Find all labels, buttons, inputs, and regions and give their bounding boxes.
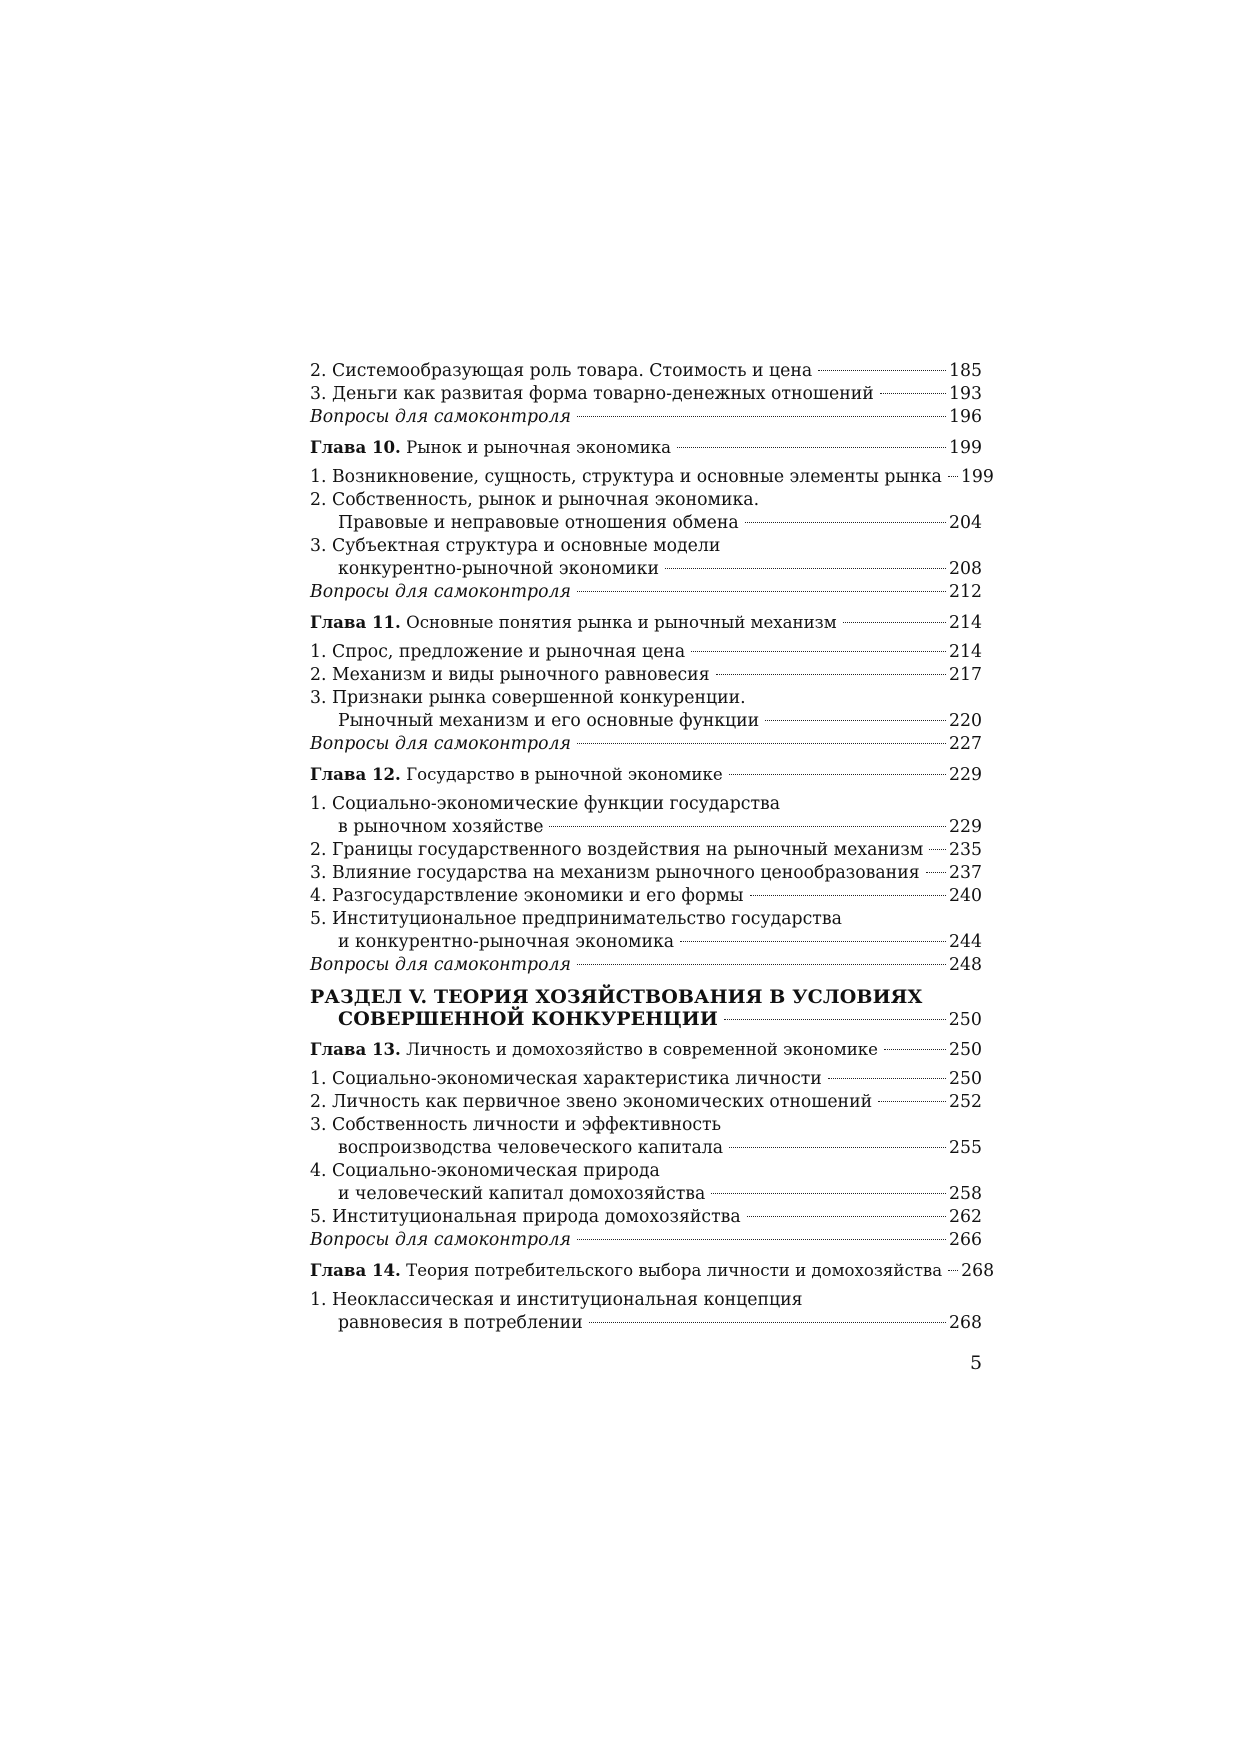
toc-page-number: 214 — [949, 642, 982, 662]
dot-leader — [818, 370, 946, 371]
toc-entry-line — [310, 1312, 982, 1335]
toc-entry-item[interactable] — [310, 466, 994, 489]
toc-entry-line — [310, 862, 982, 885]
toc-page-number: 240 — [949, 886, 982, 906]
toc-entry-line — [310, 581, 982, 604]
toc-entry-line — [310, 1160, 982, 1183]
toc-page-number: 217 — [949, 665, 982, 685]
toc-entry-title: 2. Личность как первичное звено экономических отношений — [310, 1092, 873, 1112]
toc-entry-line — [310, 406, 982, 429]
toc-entry-chapter[interactable] — [310, 436, 982, 460]
toc-entry-title: 2. Границы государственного воздействия на рыночный механизм — [310, 840, 924, 860]
toc-entry-title: Теория потребительского выбора личности и домохозяйства — [406, 1261, 943, 1280]
dot-leader — [680, 941, 946, 942]
toc-entry-title: 3. Влияние государства на механизм рыночного ценообразования — [310, 863, 920, 883]
toc-entry-line — [310, 1206, 982, 1229]
dot-leader — [549, 826, 946, 827]
toc-page-number: 250 — [949, 1040, 982, 1060]
dot-leader — [765, 720, 946, 721]
toc-page-number: 268 — [961, 1261, 995, 1281]
toc-page-number: 196 — [949, 407, 982, 427]
toc-entry-title: СОВЕРШЕННОЙ КОНКУРЕНЦИИ — [338, 1008, 718, 1030]
dot-leader — [711, 1193, 946, 1194]
toc-entry-questions[interactable] — [310, 733, 982, 756]
toc-entry-line — [310, 1137, 982, 1160]
dot-leader — [745, 522, 946, 523]
dot-leader — [577, 964, 946, 965]
toc-entry-title: равновесия в потреблении — [338, 1313, 583, 1333]
toc-entry-title: 3. Субъектная структура и основные модели — [310, 536, 721, 556]
toc-entry-line — [310, 954, 982, 977]
toc-page-number: 250 — [949, 1069, 982, 1089]
toc-entry-title: конкурентно-рыночной экономики — [338, 559, 660, 579]
toc-page — [310, 360, 995, 1335]
toc-page-number: 268 — [949, 1313, 982, 1333]
toc-entry-line — [310, 664, 982, 687]
toc-entry-title: 1. Социально-экономические функции государства — [310, 794, 781, 814]
toc-entry-title: 4. Социально-экономическая природа — [310, 1161, 660, 1181]
toc-entry-item[interactable] — [310, 535, 982, 581]
toc-entry-line — [310, 1008, 982, 1031]
toc-entry-chapter[interactable] — [310, 611, 982, 635]
dot-leader — [729, 1147, 946, 1148]
toc-entry-line — [310, 710, 982, 733]
toc-entry-line — [310, 558, 982, 581]
toc-entry-title: Вопросы для самоконтроля — [310, 734, 571, 754]
toc-entry-title: 3. Признаки рынка совершенной конкуренции. — [310, 688, 746, 708]
toc-entry-title: 3. Собственность личности и эффективность — [310, 1115, 722, 1135]
table-of-contents — [310, 360, 995, 1335]
toc-entry-line — [310, 436, 982, 460]
dot-leader — [884, 1049, 946, 1050]
toc-page-number: 229 — [949, 817, 982, 837]
toc-entry-line — [310, 512, 982, 535]
toc-page-number: 250 — [948, 1010, 982, 1030]
toc-entry-title: и человеческий капитал домохозяйства — [338, 1184, 706, 1204]
toc-entry-line — [310, 466, 994, 489]
toc-entry-questions[interactable] — [310, 954, 982, 977]
toc-entry-item[interactable] — [310, 489, 982, 535]
toc-entry-item[interactable] — [310, 383, 982, 406]
dot-leader — [577, 1239, 946, 1240]
chapter-number: Глава 10. — [310, 437, 401, 457]
toc-entry-line — [310, 986, 982, 1008]
dot-leader — [691, 651, 946, 652]
toc-entry-line — [310, 360, 982, 383]
toc-entry-item[interactable] — [310, 664, 982, 687]
toc-page-number: 214 — [949, 613, 982, 633]
toc-entry-item[interactable] — [310, 793, 982, 839]
toc-page-number: 266 — [949, 1230, 982, 1250]
toc-entry-title: 3. Деньги как развитая форма товарно-денежных отношений — [310, 384, 874, 404]
toc-entry-item[interactable] — [310, 641, 982, 664]
toc-entry-line — [310, 1183, 982, 1206]
toc-entry-item[interactable] — [310, 1289, 982, 1335]
toc-entry-line — [310, 908, 982, 931]
toc-entry-line — [310, 535, 982, 558]
toc-entry-chapter[interactable] — [310, 1259, 995, 1283]
toc-entry-item[interactable] — [310, 1068, 982, 1091]
toc-page-number: 208 — [949, 559, 982, 579]
toc-entry-title: Рынок и рыночная экономика — [406, 438, 672, 457]
toc-entry-title: воспроизводства человеческого капитала — [338, 1138, 724, 1158]
toc-entry-section[interactable] — [310, 986, 982, 1031]
toc-page-number: 244 — [949, 932, 982, 952]
dot-leader — [724, 1019, 946, 1020]
toc-entry-title: 1. Неоклассическая и институциональная концепция — [310, 1290, 803, 1310]
toc-entry-item[interactable] — [310, 360, 982, 383]
chapter-number: Глава 14. — [310, 1260, 401, 1280]
dot-leader — [929, 849, 946, 850]
toc-entry-questions[interactable] — [310, 581, 982, 604]
toc-entry-item[interactable] — [310, 885, 982, 908]
toc-entry-title: РАЗДЕЛ V. ТЕОРИЯ ХОЗЯЙСТВОВАНИЯ В УСЛОВИЯХ — [310, 986, 923, 1008]
toc-entry-line — [310, 1259, 995, 1283]
toc-page-number: 252 — [949, 1092, 982, 1112]
toc-entry-item[interactable] — [310, 1160, 982, 1206]
dot-leader — [665, 568, 946, 569]
toc-entry-title: и конкурентно-рыночная экономика — [338, 932, 675, 952]
toc-page-number: 204 — [949, 513, 982, 533]
toc-page-number: 235 — [949, 840, 982, 860]
toc-entry-line — [310, 763, 982, 787]
toc-entry-title: 5. Институциональное предпринимательство государства — [310, 909, 842, 929]
toc-page-number: 199 — [960, 467, 994, 487]
toc-entry-title: Рыночный механизм и его основные функции — [338, 711, 760, 731]
dot-leader — [729, 774, 946, 775]
dot-leader — [878, 1101, 946, 1102]
toc-entry-line — [310, 1229, 982, 1252]
toc-page-number: 248 — [949, 955, 982, 975]
toc-page-number: 193 — [949, 384, 982, 404]
dot-leader — [948, 476, 958, 477]
toc-entry-line — [310, 641, 982, 664]
toc-entry-title: Вопросы для самоконтроля — [310, 407, 571, 427]
toc-page-number: 227 — [949, 734, 982, 754]
toc-entry-line — [310, 885, 982, 908]
toc-entry-line — [310, 687, 982, 710]
toc-entry-title: Вопросы для самоконтроля — [310, 955, 571, 975]
toc-entry-item[interactable] — [310, 839, 982, 862]
toc-entry-chapter[interactable] — [310, 1038, 982, 1062]
toc-entry-item[interactable] — [310, 1206, 982, 1229]
toc-entry-line — [310, 1038, 982, 1062]
toc-entry-title: Личность и домохозяйство в современной экономике — [406, 1040, 879, 1059]
toc-entry-title: 1. Социально-экономическая характеристика личности — [310, 1069, 822, 1089]
toc-entry-title: Государство в рыночной экономике — [406, 765, 723, 784]
toc-page-number: 255 — [949, 1138, 982, 1158]
dot-leader — [948, 1270, 958, 1271]
toc-entry-item[interactable] — [310, 687, 982, 733]
dot-leader — [677, 447, 946, 448]
toc-entry-title: 1. Возникновение, сущность, структура и основные элементы рынка — [310, 467, 942, 487]
toc-entry-line — [310, 489, 982, 512]
toc-entry-line — [310, 931, 982, 954]
toc-page-number: 212 — [949, 582, 982, 602]
toc-entry-title: 1. Спрос, предложение и рыночная цена — [310, 642, 686, 662]
toc-entry-title: 2. Собственность, рынок и рыночная экономика. — [310, 490, 760, 510]
toc-entry-questions[interactable] — [310, 406, 982, 429]
dot-leader — [577, 743, 946, 744]
toc-entry-title: 4. Разгосударствление экономики и его формы — [310, 886, 744, 906]
toc-entry-title: 2. Механизм и виды рыночного равновесия — [310, 665, 710, 685]
toc-entry-line — [310, 793, 982, 816]
dot-leader — [716, 674, 946, 675]
toc-entry-line — [310, 611, 982, 635]
toc-page-number: 199 — [949, 438, 982, 458]
toc-page-number: 229 — [949, 765, 982, 785]
toc-entry-chapter[interactable] — [310, 763, 982, 787]
toc-entry-item[interactable] — [310, 908, 982, 954]
dot-leader — [843, 622, 946, 623]
dot-leader — [589, 1322, 946, 1323]
toc-entry-title: 5. Институциональная природа домохозяйства — [310, 1207, 741, 1227]
dot-leader — [750, 895, 946, 896]
chapter-number: Глава 13. — [310, 1039, 401, 1059]
toc-entry-title: Вопросы для самоконтроля — [310, 1230, 571, 1250]
toc-entry-title: Вопросы для самоконтроля — [310, 582, 571, 602]
page-number: 5 — [970, 1352, 983, 1374]
toc-entry-title: в рыночном хозяйстве — [338, 817, 544, 837]
toc-entry-line — [310, 839, 982, 862]
chapter-number: Глава 11. — [310, 612, 401, 632]
toc-entry-item[interactable] — [310, 1091, 982, 1114]
dot-leader — [880, 393, 946, 394]
toc-entry-line — [310, 816, 982, 839]
toc-entry-line — [310, 1289, 982, 1312]
dot-leader — [747, 1216, 946, 1217]
toc-entry-title: 2. Системообразующая роль товара. Стоимость и цена — [310, 361, 813, 381]
toc-page-number: 237 — [949, 863, 982, 883]
toc-page-number: 258 — [949, 1184, 982, 1204]
dot-leader — [926, 872, 946, 873]
toc-entry-line — [310, 383, 982, 406]
toc-entry-title: Правовые и неправовые отношения обмена — [338, 513, 739, 533]
toc-entry-questions[interactable] — [310, 1229, 982, 1252]
toc-entry-title: Основные понятия рынка и рыночный механизм — [406, 613, 837, 632]
toc-page-number: 262 — [949, 1207, 982, 1227]
toc-entry-line — [310, 1068, 982, 1091]
toc-entry-item[interactable] — [310, 1114, 982, 1160]
dot-leader — [577, 591, 946, 592]
chapter-number: Глава 12. — [310, 764, 401, 784]
toc-entry-line — [310, 1091, 982, 1114]
toc-page-number: 220 — [949, 711, 982, 731]
dot-leader — [828, 1078, 946, 1079]
toc-entry-line — [310, 1114, 982, 1137]
toc-page-number: 185 — [949, 361, 982, 381]
toc-entry-line — [310, 733, 982, 756]
toc-entry-item[interactable] — [310, 862, 982, 885]
dot-leader — [577, 416, 946, 417]
